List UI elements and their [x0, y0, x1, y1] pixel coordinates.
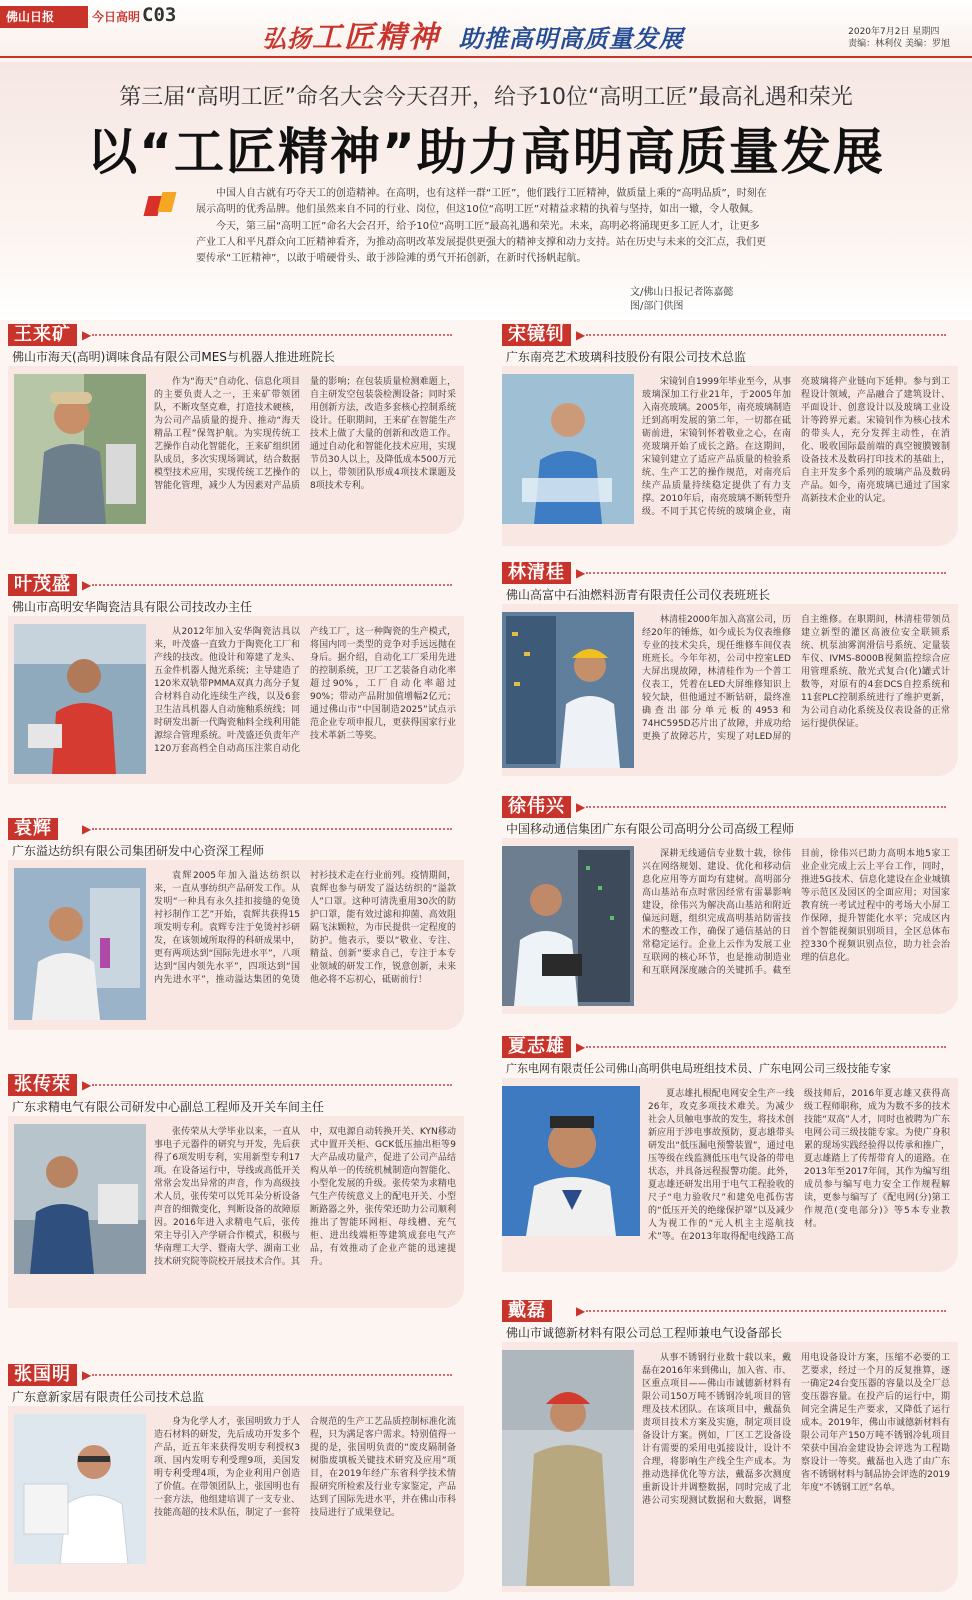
artisan-body: [642, 614, 950, 770]
arrow-icon: ▶: [576, 800, 586, 814]
arrow-icon: ▶: [82, 578, 92, 592]
artisan-name: 徐伟兴: [502, 796, 571, 818]
artisan-name: 叶茂盛: [8, 574, 77, 596]
artisan-body: [154, 870, 456, 1022]
artisan-body-text: 从事不锈钢行业数十载以来，戴磊在2016年来到佛山，加入省、市、区重点项目——佛山市诚德新材料有限公司150万吨不锈钢冷轧项目的管理及技术团队。在该项目中，戴磊负责项目技术方案及实施，制定项目设备设计方案。例如，厂区工艺设备设计有需要的采用电弧接设计，设计不合理，将影响生产线全生产成本。为推动选择优化等方法，戴磊多次测度重新设计并调整数据，同时完成了北港公司实现测试数据和大数据，调整用电设备设计方案，压缩不必要的工艺要求，经过一个月的反复推算，逐一确定24台变压器的容量以及全厂总变压器容量。在投产后的运行中，期间完全满足生产要求，又降低了运行成本。2019年，佛山市诚德新材料有限公司年产150万吨不锈钢冷轧项目荣获中国冶金建设协会评选为工程勘察设计一等奖。戴磊也入选了由广东省不锈钢材料与制品协会评选的2019年度“不锈钢工匠”名单。: [642, 1353, 950, 1506]
artisan-body-text: 袁辉2005年加入溢达纺织以来，一直从事纺织产品研发工作。从发明“一种具有永久挂扣接缝的免烫衬衫制作工艺”开始，袁辉共获得15项发明专利。袁辉专注于免烫衬衫研发，在该领域所取得的科研成果中，更有两项达到“国际先进水平”，八项达到“国内领先水平”，四项达到“国内先进水平”，推动溢达集团的免烫衬衫技术走在行业前列。疫情期间，袁辉也参与研发了溢达纺织的“溢款人”口罩。这种可清洗重用30次的防护口罩，能有效过滤和抑菌、高效阻隔飞沫颗粒，为市民提供一定程度的防护。他表示，要以“敬业、专注、精益、创新”要求自己，专注于本专业领域的研发工作，锐意创新，未来他必将不忘初心，砥砺前行！: [154, 871, 456, 985]
artisan-body: [642, 1352, 950, 1588]
artisan-name: 张国明: [8, 1364, 77, 1386]
artisan-body-text: 张传荣从大学毕业以来，一直从事电子元器件的研究与开发，先后获得了6项发明专利，实用新型专利17项。在设备运行中，导线或高低开关常常会发出异常的声音，作为高级技术人员，张传荣可以凭耳朵分析设备声音的细微变化，判断设备的故障原因。2016年进入求精电气后，张传荣主导引入产学研合作模式，积极与华南理工大学、暨南大学、湖南工业技术研究院等院校开展技术合作。其中，双电源自动转换开关、KYN移动式中置开关柜、GCK低压抽出柜等9大产品成功量产，促进了公司产品结构从单一的传统机械制造向智能化、小型化发展的升级。张传荣为求精电气生产传统意义上的配电开关、小型断路器之外，张传荣还助力公司顺利推出了智能环网柜、母线槽、充气柜、进出线端柜等建筑成套电气产品，有效推动了企业产能的迅速提升。: [154, 1127, 456, 1267]
artisan-title: 中国移动通信集团广东有限公司高明分公司高级工程师: [506, 822, 795, 836]
artisan-card-ye-maosheng: [8, 574, 464, 784]
date-line: [848, 26, 950, 50]
artisan-body-text: 从2012年加入安华陶瓷洁具以来，叶茂盛一直致力于陶瓷化工厂和产线的技改。他设计和筹建了龙头、五金件机器人抛光系统；主导建造了120米双轨带PMMA双真力高分子复合材料自动化连续生产线，以及6套卫生洁具机器人自动施釉系统线；同时研发出新一代陶瓷釉料全线利用能源综合管理系统。叶茂盛还负责年产120万套高档全自动高压注浆自动化产线工厂，这一种陶瓷的生产模式，将国内同一类型的竞争对手远远抛在身后。据介绍，自动化工厂采用先进的控制系统，卫厂工艺装备自动化率超过90%，工厂自动化率超过90%；带动产品附加值增幅2亿元；通过佛山市“中国制造2025”试点示范企业专项申报几，更获得国家行业技术革新二等奖。: [154, 627, 456, 754]
dotted-divider: [92, 828, 452, 830]
artisan-body-text: 夏志雄扎根配电网安全生产一线26年，攻克多项技术难关。为减少社会人员触电事故的发生，将技术创新应用于涉电事故预防，夏志雄带头研发出“低压漏电预警装置”，通过电压等级在线监测低压电气设备的带电状态，并具备远程报警功能。此外，夏志雄还研发出用于电气工程验收的尺子“电力验收尺”和建免电孤伤害的“低压开关的绝缘保护罩”以及减少人为视工作的“元人机主主巡航技术”等。在2013年取得配电线路工高级技师后，2016年夏志雄又获得高级工程师职称，成为为数不多的技术技能“双高”人才，同时也被聘为广东电网公司三级技能专家。为使广身积累的现场实践经验得以传承和推广，夏志雄踏上了传帮带育人的道路。在2013年至2017年间，其作为编写组成员参与编写电力安全工作规程解读，更参与编写了《配电网(分)第工作规范(变电部分)》等5本专业教材。: [648, 1089, 950, 1242]
dotted-divider: [92, 584, 452, 586]
masthead: [0, 0, 972, 58]
artisan-photo: [14, 374, 146, 524]
arrow-icon: ▶: [576, 328, 586, 342]
artisan-card-zhang-guoming: [8, 1364, 464, 1592]
artisan-name: 张传荣: [8, 1074, 77, 1096]
artisan-title: 广东南亮艺术玻璃科技股份有限公司技术总监: [506, 350, 747, 364]
artisan-body-text: 作为“海天”自动化、信息化项目的主要负责人之一，王来矿带领团队，不断攻坚克难，打造技术硬核，为公司产品质量的提升、推动“海天精品工程”保驾护航。为实现传统工艺操作自动化智能化，王来矿组织团队成员，多次实现场调试，结合数据模型技术应用，实现传统工艺操作的智能化管理，减少人为因素对产品质量的影响；在包装质量检测难题上，自主研发空包装袋检测设备；同时采用创新方法，改造多套核心控制系统设计。任职期间，王来矿在智能生产技术上做了大量的创新和改造工作。通过自动化和智能化技术应用，实现节员30人以上，及降低成本500万元以上，带领团队形成4项技术课题及8项技术专利。: [154, 377, 456, 491]
headline: 以“工匠精神”助力高明高质量发展: [87, 123, 885, 181]
artisan-body: [642, 848, 950, 1008]
issue-date: 2020年7月2日 星期四: [848, 27, 940, 37]
dotted-divider: [92, 1084, 452, 1086]
lead-paragraph-2: 今天，第三届“高明工匠”命名大会召开，给予10位“高明工匠”最高礼遇和荣光。未来，高明必将涌现更多工匠人才，让更多产业工人和平凡群众向工匠精神看齐，为推动高明改革发展提供更强大的精神支撑和动力支持。站在历史与未来的交汇点，我们更要传承“工匠精神”，以敢于啃硬骨头、敢于涉险滩的勇气开拓创新，在新时代扬帆起航。: [196, 221, 766, 264]
artisan-photo: [502, 846, 634, 1006]
section-name: 今日高明: [92, 10, 141, 24]
arrow-icon: ▶: [82, 1368, 92, 1382]
artisan-body: [154, 1416, 456, 1588]
artisan-name: 宋镜钊: [502, 324, 571, 346]
slogan: [262, 12, 684, 56]
flag-icon: [146, 192, 180, 216]
artisan-body-text: 林清桂2000年加入高富公司，历经20年的锤炼，如今成长为仪表维修专业的技术尖兵，现任维修车间仪表班班长。今年年初，公司中控室LED大屏出现故障，林清桂作为一个普工仪表工，凭着在LED大屏维修知识上较欠缺，但他通过不断钻研，最终准确查出部分单元板的4953和74HC595D芯片出了故障，并成功给更换了故障芯片，实现了对LED屏的自主维修。在职期间，林清桂带领员建立新型的灌区高液位安全联锁系统、机泵油雾润滑信号系统、定量装车仪、IVMS-8000B视频监控综合应用管理系统、散光式复合(化)罐式计数等，对原有的4套DCS自控系统和11套PLC控制系统进行了维护更新，为公司自动化系统及仪表设备的正常运行提供保证。: [642, 615, 950, 742]
dotted-divider: [92, 1374, 452, 1376]
artisan-photo: [14, 1124, 146, 1274]
byline-writer: 文/佛山日报记者陈嘉懿: [630, 287, 734, 298]
artisan-title: 广东意新家居有限责任公司技术总监: [12, 1390, 205, 1404]
artisan-card-dai-lei: [502, 1300, 958, 1592]
artisan-title: 佛山市高明安华陶瓷洁具有限公司技改办主任: [12, 600, 253, 614]
dotted-divider: [586, 334, 946, 336]
artisan-title: 广东电网有限责任公司佛山高明供电局班组技术员、广东电网公司三级技能专家: [506, 1062, 891, 1075]
artisan-card-song-jingzhao: [502, 324, 958, 546]
arrow-icon: ▶: [82, 822, 92, 836]
artisan-title: 广东溢达纺织有限公司集团研发中心资深工程师: [12, 844, 265, 858]
artisan-photo: [14, 624, 146, 774]
dotted-divider: [586, 572, 946, 574]
artisan-card-wang-laikuang: [8, 324, 464, 534]
artisan-body: [642, 376, 950, 540]
artisan-card-yuan-hui: [8, 818, 464, 1030]
artisan-name: 袁辉: [8, 818, 58, 840]
artisan-title: 佛山市海天(高明)调味食品有限公司MES与机器人推进班院长: [12, 350, 335, 364]
arrow-icon: ▶: [576, 566, 586, 580]
slogan-part2: 助推高明高质量发展: [458, 25, 684, 53]
artisan-card-xu-weixing: [502, 796, 958, 1014]
artisan-title: 佛山高富中石油燃料沥青有限责任公司仪表班班长: [506, 588, 771, 602]
dotted-divider: [586, 1046, 946, 1048]
editors: 责编：林利仪 美编：罗旭: [848, 39, 950, 49]
artisan-photo: [502, 374, 634, 524]
artisan-card-xia-zhixiong: [502, 1036, 958, 1272]
artisan-body-text: 身为化学人才，张国明致力于人造石材料的研发，先后成功开发多个产品，近五年来获得发明专利授权3项、国内发明专利受理9项，美国发明专利受理4项，为企业利用户创造了价值。在带领团队上，张国明也有一套方法，他组建培训了一支专业、技能高超的技术队伍，制定了一套符合规范的生产工艺品质控制标准化流程，只为满足客户需求。特别值得一提的是，张国明负责的“废皮隔制备树脂废填板关键技术研究及应用”项目，在2019年经广东省科学技术情报研究所检索及行业专家鉴定，产品达到了国际先进水平，并在佛山市科技局进行了成果登记。: [154, 1417, 456, 1518]
arrow-icon: ▶: [82, 1078, 92, 1092]
arrow-icon: ▶: [82, 328, 92, 342]
artisan-body: [648, 1088, 950, 1264]
artisan-photo: [502, 1086, 640, 1236]
arrow-icon: ▶: [576, 1040, 586, 1054]
artisan-photo: [14, 1414, 146, 1564]
artisan-title: 佛山市诚德新材料有限公司总工程师兼电气设备部长: [506, 1326, 783, 1340]
byline-photo: 图/部门供图: [630, 301, 684, 312]
dotted-divider: [586, 1310, 946, 1312]
artisan-name: 王来矿: [8, 324, 77, 346]
lead-paragraph-1: 中国人自古就有巧夺天工的创造精神。在高明，也有这样一群“工匠”，他们践行工匠精神，做质量上乘的“高明品质”，时刻在展示高明的优秀品牌。他们虽然来自不同的行业、岗位，但这10位“高明工匠”对精益求精的执着与坚持，如出一辙，令人敬佩。: [196, 188, 767, 215]
artisan-title: 广东求精电气有限公司研发中心副总工程师及开关车间主任: [12, 1100, 325, 1114]
artisan-body-text: 宋镜钊自1999年毕业至今，从事玻璃深加工行业21年，于2005年加入南亮玻璃。2005年，南亮玻璃制造迁到高明发展的第二年，一切都在砥砺前进，宋镜钊怀着敬业之心，在南亮玻璃开始了成长之路。在这期间，宋镜钊建立了适应产品质量的检验系统、生产工艺的操作规范，对南亮后续产品质量持续稳定提供了有力支撑。2010年后，南亮玻璃不断转型升级。不同于其它传统的玻璃企业，南亮玻璃将产业链向下延伸。参与到工程设计领域，产品融合了建筑设计、平面设计、创意设计以及玻璃工业设计等跨界元素。宋镜钊作为核心技术的带头人，充分发挥主动性，在消化、吸收国际最前端的真空镀膜镀制设备技术及数码打印技术的基础上，自主开发多个系列的玻璃产品及数码产品。如今，南亮玻璃已通过了国家高新技术企业的认定。: [642, 377, 950, 517]
byline: [630, 286, 733, 314]
artisan-body-text: 深耕无线通信专业数十载，徐伟兴在网络规划、建设、优化和移动信息化应用等方面均有建树。高明部分高山基站布点时常因经常有雷暴影响建设，徐伟兴为解决高山基站和附近偏远问题，组织完成高明基站防雷技术的整改工作，确保了通信基站的日常稳定运行。企业上云作为发展工业互联网的核心环节，也是推动制造业和互联网深度融合的关键抓手。截至目前，徐伟兴已助力高明本地5家工业企业完成上云上平台工作，同时，推进5G技术、信息化建设在企业城镇等示范区及园区的全面应用；对国家教育统一考试过程中的考场大小屏工作保障，提升智能化水平；完成区内首个智能视频识别项目，全区总体布控330个视频识别点位，助力社会治理的信息化。: [642, 849, 950, 976]
artisan-card-lin-qinggui: [502, 562, 958, 776]
artisan-photo: [502, 612, 634, 768]
dotted-divider: [92, 334, 452, 336]
lead-text: [196, 186, 768, 268]
artisan-body: [154, 1126, 456, 1302]
arrow-icon: ▶: [576, 1304, 586, 1318]
artisan-body: [154, 626, 456, 776]
artisan-name: 林清桂: [502, 562, 571, 584]
artisan-photo: [14, 868, 146, 1020]
artisan-body: [154, 376, 456, 526]
artisan-photo: [502, 1350, 634, 1586]
newspaper-logo: 佛山日报: [0, 6, 88, 28]
subhead: 第三届“高明工匠”命名大会今天召开，给予10位“高明工匠”最高礼遇和荣光: [119, 85, 853, 110]
dotted-divider: [586, 806, 946, 808]
artisan-card-zhang-chuanrong: [8, 1074, 464, 1308]
page-number: C03: [142, 4, 177, 26]
slogan-part1: 弘扬: [262, 25, 312, 53]
artisan-name: 夏志雄: [502, 1036, 571, 1058]
artisan-name: 戴磊: [502, 1300, 552, 1322]
slogan-big: 工匠精神: [312, 20, 440, 55]
